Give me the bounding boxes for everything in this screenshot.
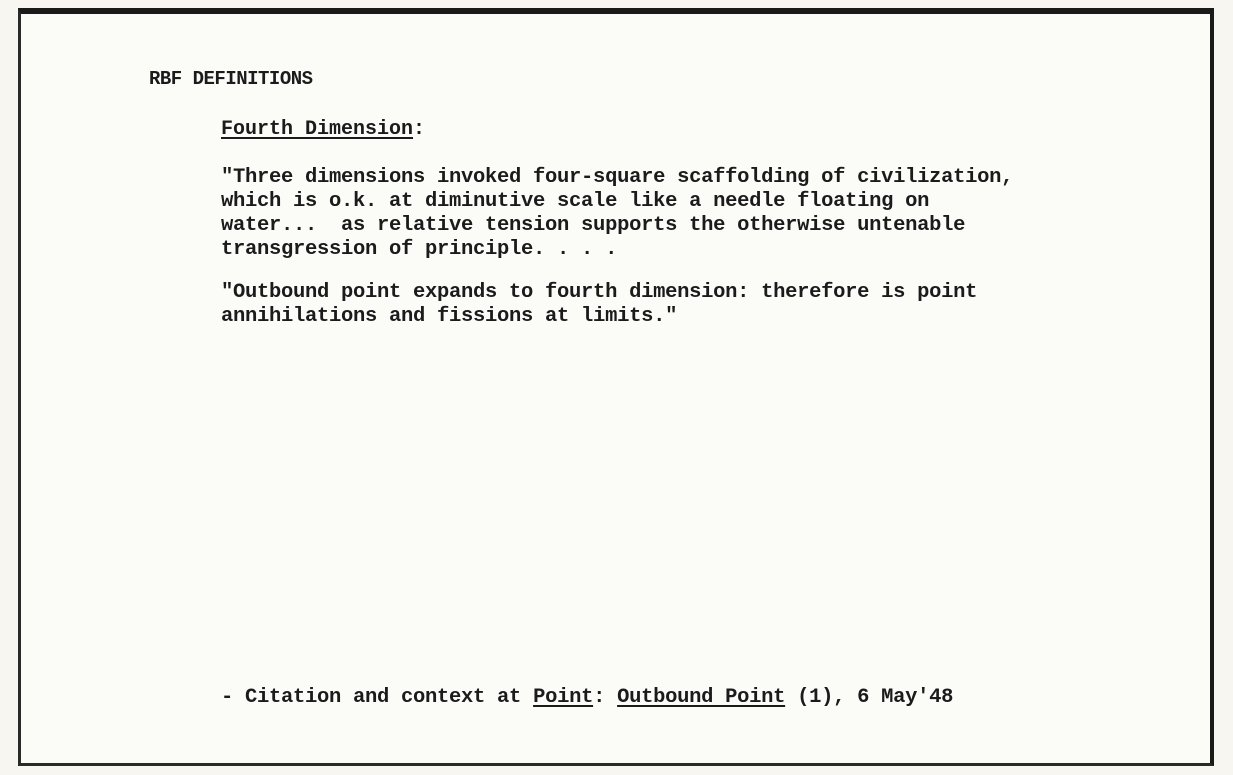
citation-suffix: (1), 6 May'48 bbox=[785, 686, 954, 709]
citation-line bbox=[221, 686, 953, 709]
citation-topic: Point bbox=[533, 686, 594, 709]
citation-separator: : bbox=[593, 686, 618, 709]
term-heading bbox=[221, 118, 425, 141]
citation-prefix: - Citation and context at bbox=[221, 686, 534, 709]
definition-paragraph-2: "Outbound point expands to fourth dimension: therefore is point annihilations and fissions at limits." bbox=[221, 281, 978, 328]
term-colon: : bbox=[413, 118, 426, 141]
citation-subtopic: Outbound Point bbox=[617, 686, 786, 709]
card-header: RBF DEFINITIONS bbox=[149, 68, 313, 90]
definition-card bbox=[18, 8, 1214, 766]
definition-paragraph-1: "Three dimensions invoked four-square scaffolding of civilization, which is o.k. at diminutive scale like a needle floating on water... as relative tension supports the otherwise untenable transgression of principle. . . . bbox=[221, 166, 1014, 261]
term-name: Fourth Dimension bbox=[221, 118, 414, 141]
